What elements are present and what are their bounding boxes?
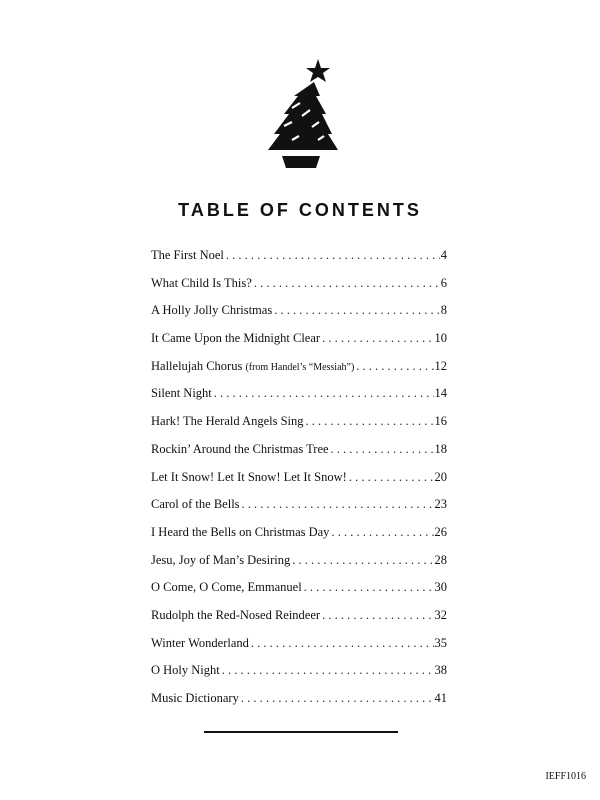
- toc-entry-title: Hallelujah Chorus (from Handel’s “Messiah”): [151, 358, 355, 373]
- toc-entry-page: 28: [434, 552, 447, 567]
- toc-entry-title: Let It Snow! Let It Snow! Let It Snow!: [151, 469, 347, 484]
- toc-entry: [151, 359, 447, 387]
- toc-entry-page: 35: [434, 635, 447, 650]
- catalog-code: IEFF1016: [545, 771, 586, 782]
- toc-entry-title: Winter Wonderland: [151, 635, 249, 650]
- toc-entry-title: Rockin’ Around the Christmas Tree: [151, 441, 329, 456]
- divider-rule: [204, 731, 398, 733]
- toc-entry: [151, 580, 447, 608]
- page-title: TABLE OF CONTENTS: [178, 200, 422, 220]
- dot-leader: [331, 525, 433, 540]
- toc-entry: [151, 497, 447, 525]
- dot-leader: [292, 553, 433, 568]
- dot-leader: [331, 442, 434, 457]
- tree-trunk: [282, 156, 320, 168]
- toc-entry: [151, 525, 447, 553]
- toc-entry-page: 10: [434, 331, 447, 346]
- toc-entry-title: Hark! The Herald Angels Sing: [151, 414, 304, 429]
- toc-entry: [151, 553, 447, 581]
- toc-entry-title: It Came Upon the Midnight Clear: [151, 331, 321, 346]
- toc-entry-page: 6: [440, 275, 447, 290]
- dot-leader: [356, 359, 433, 374]
- star-icon: [306, 59, 330, 82]
- toc-entry: [151, 442, 447, 470]
- dot-leader: [322, 331, 433, 346]
- table-of-contents: [151, 248, 447, 719]
- toc-entry: [151, 276, 447, 304]
- toc-entry-title: A Holly Jolly Christmas: [151, 303, 273, 318]
- toc-entry: [151, 386, 447, 414]
- toc-entry-page: 32: [434, 607, 447, 622]
- toc-entry: [151, 608, 447, 636]
- toc-entry-page: 23: [434, 497, 447, 512]
- toc-entry-page: 12: [434, 358, 447, 373]
- dot-leader: [254, 276, 440, 291]
- toc-entry: [151, 248, 447, 276]
- toc-entry-page: 4: [440, 248, 447, 262]
- toc-entry-title: Carol of the Bells: [151, 497, 240, 512]
- toc-entry-page: 41: [434, 691, 447, 705]
- toc-entry-title: What Child Is This?: [151, 275, 252, 290]
- toc-entry-page: 18: [434, 441, 447, 456]
- toc-entry-title: Silent Night: [151, 386, 212, 401]
- dot-leader: [241, 691, 434, 706]
- dot-leader: [274, 303, 440, 318]
- toc-entry: [151, 331, 447, 359]
- toc-entry-title: O Holy Night: [151, 663, 220, 678]
- dot-leader: [349, 470, 434, 485]
- dot-leader: [304, 580, 434, 595]
- toc-entry-page: 16: [434, 414, 447, 429]
- toc-entry-title: I Heard the Bells on Christmas Day: [151, 524, 330, 539]
- toc-entry-page: 20: [434, 469, 447, 484]
- dot-leader: [226, 248, 440, 263]
- toc-entry-title: Jesu, Joy of Man’s Desiring: [151, 552, 291, 567]
- christmas-tree-icon: [262, 56, 342, 176]
- toc-entry-title: Rudolph the Red-Nosed Reindeer: [151, 607, 321, 622]
- toc-entry-page: 30: [434, 580, 447, 595]
- toc-entry-page: 8: [440, 303, 447, 318]
- toc-entry: [151, 663, 447, 691]
- dot-leader: [251, 636, 434, 651]
- dot-leader: [242, 497, 434, 512]
- toc-entry-title: O Come, O Come, Emmanuel: [151, 580, 302, 595]
- dot-leader: [214, 386, 434, 401]
- dot-leader: [322, 608, 433, 623]
- toc-entry: [151, 470, 447, 498]
- toc-entry-page: 38: [434, 663, 447, 678]
- toc-entry: [151, 691, 447, 719]
- toc-entry: [151, 414, 447, 442]
- dot-leader: [222, 663, 434, 678]
- toc-entry-title: Music Dictionary: [151, 691, 239, 705]
- dot-leader: [306, 414, 434, 429]
- toc-entry-page: 26: [434, 524, 447, 539]
- toc-entry-page: 14: [434, 386, 447, 401]
- toc-entry-note: (from Handel’s “Messiah”): [245, 361, 355, 373]
- toc-entry: [151, 303, 447, 331]
- toc-entry-title: The First Noel: [151, 248, 224, 262]
- toc-entry: [151, 636, 447, 664]
